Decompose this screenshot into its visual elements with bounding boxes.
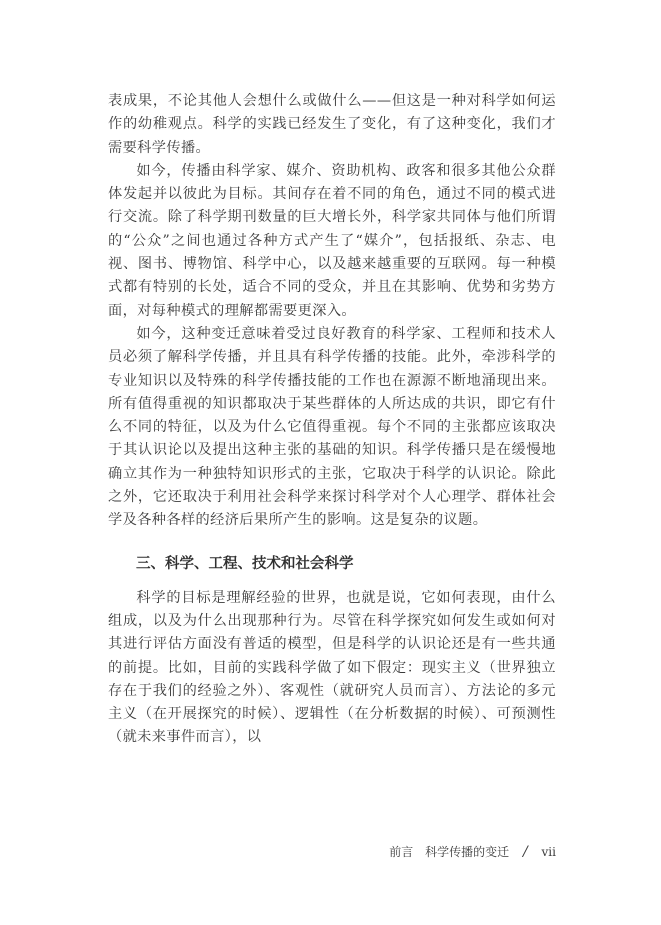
footer-title: 科学传播的变迁 <box>425 845 510 859</box>
page-footer <box>108 843 556 860</box>
paragraph-continuation: 表成果，不论其他人会想什么或做什么——但这是一种对科学如何运作的幼稚观点。科学的实践已经发生了变化，有了这种变化，我们才需要科学传播。 <box>108 93 556 156</box>
paragraph-science-goals: 科学的目标是理解经验的世界，也就是说，它如何表现，由什么组成，以及为什么出现那种行为。尽管在科学探究如何发生或如何对其进行评估方面没有普适的模型，但是科学的认识论还是有一些共通的前提。比如，目前的实践科学做了如下假定：现实主义（世界独立存在于我们的经验之外）、客观性（就研究人员而言）、方法论的多元主义（在开展探究的时候）、逻辑性（在分析数据的时候）、可预测性（就未来事件而言），以 <box>108 589 556 746</box>
footer-chapter: 前言 <box>389 845 414 859</box>
body-text <box>108 90 556 750</box>
paragraph-communication-modes: 如今，传播由科学家、媒介、资助机构、政客和很多其他公众群体发起并以彼此为目标。其间存在着不同的角色，通过不同的模式进行交流。除了科学期刊数量的巨大增长外，科学家共同体与他们所谓的“公众”之间也通过各种方式产生了“媒介”，包括报纸、杂志、电视、图书、博物馆、科学中心，以及越来越重要的互联网。每一种模式都有特别的长处，适合不同的受众，并且在其影响、优势和劣势方面，对每种模式的理解都需要更深入。 <box>108 162 556 319</box>
paragraph-skills-and-epistemology: 如今，这种变迁意味着受过良好教育的科学家、工程师和技术人员必须了解科学传播，并且具有科学传播的技能。此外，牵涉科学的专业知识以及特殊的科学传播技能的工作也在源源不断地涌现出来。所有值得重视的知识都取决于某些群体的人所达成的共识，即它有什么不同的特征，以及为什么它值得重视。每个不同的主张都应该取决于其认识论以及提出这种主张的基础的知识。科学传播只是在缓慢地确立其作为一种独特知识形式的主张，它取决于科学的认识论。除此之外，它还取决于利用社会科学来探讨科学对个人心理学、群体社会学及各种各样的经济后果所产生的影响。这是复杂的议题。 <box>108 325 556 529</box>
section-heading: 三、科学、工程、技术和社会科学 <box>136 555 354 572</box>
page-number: vii <box>541 845 556 859</box>
footer-separator: / <box>522 844 528 860</box>
